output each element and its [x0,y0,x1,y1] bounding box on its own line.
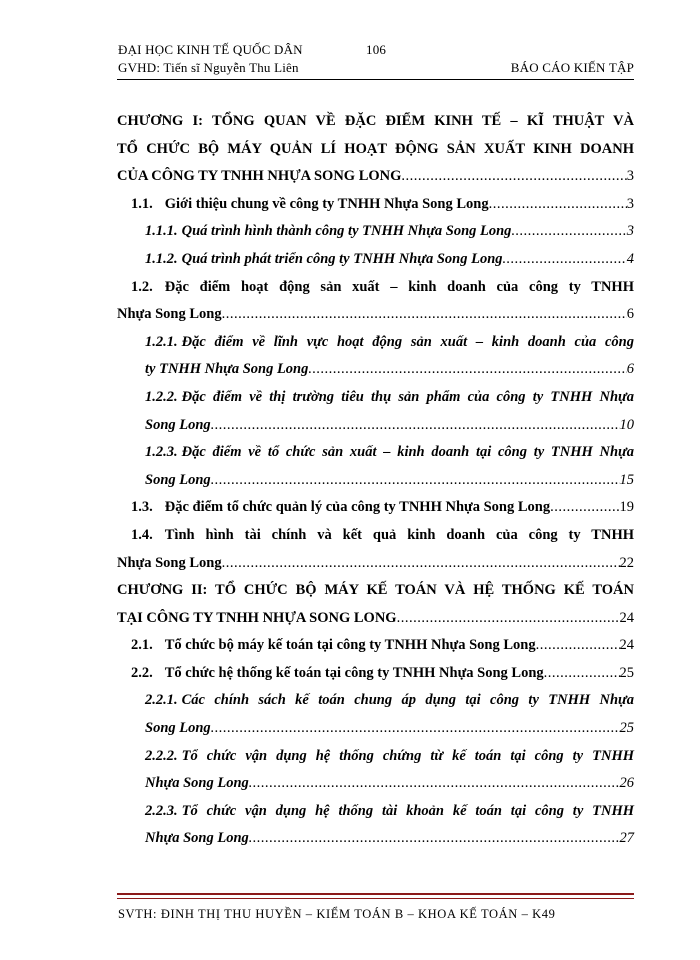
toc-page-number: 19 [619,499,634,516]
toc-dot-leader [550,494,619,522]
toc-entry-line [117,301,634,329]
toc-entry-line [117,660,634,688]
toc-page-number: 24 [619,637,634,654]
toc-entry-line [117,246,634,274]
toc-entry-text: Đặc điểm hoạt động sản xuất – kinh doanh của công ty TNHH [164,278,634,295]
toc-entry-line [117,550,634,578]
header-page-number: 106 [366,42,387,57]
toc-entry-text: Quá trình hình thành công ty TNHH Nhựa Song Long [181,223,512,240]
toc-entry-line [117,798,634,826]
toc-page-number: 25 [619,720,634,737]
toc-dot-leader [536,632,620,660]
toc-entry-text: Song Long [145,416,211,433]
toc-dot-leader [249,825,620,853]
toc-entry-line [117,412,634,440]
toc-entry-text: Quá trình phát triển công ty TNHH Nhựa Song Long [181,250,503,267]
toc-entry-text: Tổ chức vận dụng hệ thống chứng từ kế toán tại công ty TNHH [181,747,634,764]
toc-entry-number: 1.1. [131,195,153,212]
toc-dot-leader [211,412,620,440]
toc-entry-line [117,163,634,191]
toc-entry-text: CỦA CÔNG TY TNHH NHỰA SONG LONG [117,168,402,185]
toc-entry-line [117,108,634,136]
toc-page-number: 6 [626,306,634,323]
header-report-type: BÁO CÁO KIẾN TẬP [510,60,634,75]
toc-entry-line [117,770,634,798]
header-advisor: GVHD: Tiến sĩ Nguyễn Thu Liên [118,60,299,75]
toc-entry-number: 2.2.2. [145,747,178,764]
toc-entry-text: ty TNHH Nhựa Song Long [145,361,309,378]
toc-entry-line [117,356,634,384]
toc-dot-leader [511,218,626,246]
toc-entry-text: Tổ chức vận dụng hệ thống tài khoản kế toán tại công ty TNHH [181,802,634,819]
toc-dot-leader [211,467,620,495]
toc-entry-number: 2.2. [131,664,153,681]
toc-entry-line [117,715,634,743]
toc-dot-leader [308,356,626,384]
toc-entry-line [117,605,634,633]
toc-entry-text: Nhựa Song Long [117,306,222,323]
toc-entry-number: 1.2. [131,278,153,295]
toc-entry-text: Nhựa Song Long [145,830,249,847]
toc-page-number: 10 [619,416,634,433]
toc-entry-text: Giới thiệu chung về công ty TNHH Nhựa Song Long [164,195,489,212]
toc-dot-leader [503,246,627,274]
toc-page-number: 26 [619,775,634,792]
toc-page-number: 22 [619,554,634,571]
toc-entry-text: Tổ chức bộ máy kế toán tại công ty TNHH Nhựa Song Long [164,637,536,654]
toc-entry-number: 2.2.3. [145,802,178,819]
toc-page-number: 24 [619,609,634,626]
toc-entry-line [117,439,634,467]
toc-entry-line [117,384,634,412]
toc-entry-text: TỔ CHỨC BỘ MÁY QUẢN LÍ HOẠT ĐỘNG SẢN XUẤT KINH DOANH [117,140,634,157]
toc-entry-text: Đặc điểm tổ chức quản lý của công ty TNHH Nhựa Song Long [164,499,551,516]
toc-entry-text: Tổ chức hệ thống kế toán tại công ty TNHH Nhựa Song Long [164,664,544,681]
toc-entry-line [117,494,634,522]
toc-entry-number: 1.2.1. [145,333,178,350]
toc-page-number: 3 [626,195,634,212]
toc-entry-text: Song Long [145,471,211,488]
toc-entry-text: Đặc điểm về tổ chức sản xuất – kinh doanh tại công ty TNHH Nhựa [181,444,634,461]
toc-entry-number: 2.2.1. [145,692,178,709]
toc-entry-text: Nhựa Song Long [145,775,249,792]
toc-entry-number: 1.1.2. [145,250,178,267]
toc-entry-line [117,136,634,164]
toc-entry-text: Song Long [145,720,211,737]
toc-page-number: 27 [619,830,634,847]
toc-dot-leader [222,550,620,578]
toc-page-number: 6 [626,361,634,378]
toc-entry-number: 1.1.1. [145,223,178,240]
toc-entry-text: TẠI CÔNG TY TNHH NHỰA SONG LONG [117,609,397,626]
toc-entry-line [117,329,634,357]
footer-divider-thick [117,893,634,895]
toc-entry-line [117,743,634,771]
toc-entry-text: Các chính sách kế toán chung áp dụng tại công ty TNHH Nhựa [181,692,634,709]
toc-dot-leader [397,605,620,633]
toc-entry-number: 1.2.3. [145,444,178,461]
toc-dot-leader [489,191,627,219]
toc-entry-text: CHƯƠNG II: TỔ CHỨC BỘ MÁY KẾ TOÁN VÀ HỆ THỐNG KẾ TOÁN [117,582,634,599]
toc-entry-text: Đặc điểm về lĩnh vực hoạt động sản xuất – kinh doanh của công [181,333,634,350]
toc-page-number: 15 [619,471,634,488]
toc-dot-leader [544,660,620,688]
header-university: ĐẠI HỌC KINH TẾ QUỐC DÂN [118,42,303,57]
toc-page-number: 3 [626,168,634,185]
toc-entry-line [117,687,634,715]
footer-divider-thin [117,898,634,899]
toc-entry-line [117,274,634,302]
toc-entry-number: 1.2.2. [145,388,178,405]
toc-entry-text: CHƯƠNG I: TỔNG QUAN VỀ ĐẶC ĐIỂM KINH TẾ – KĨ THUẬT VÀ [117,113,634,129]
toc-entry-number: 1.4. [131,526,153,543]
toc-page-number: 25 [619,664,634,681]
toc-entry-line [117,632,634,660]
toc-entry-number: 2.1. [131,637,153,654]
toc-entry-line [117,522,634,550]
footer-text: SVTH: ĐINH THỊ THU HUYỀN – KIỂM TOÁN B – KHOA KẾ TOÁN – K49 [118,907,556,921]
toc-dot-leader [249,770,620,798]
header-divider [117,79,634,80]
table-of-contents [117,108,634,853]
toc-page-number: 3 [626,223,634,240]
toc-entry-line [117,825,634,853]
toc-entry-line [117,218,634,246]
toc-entry-number: 1.3. [131,499,153,516]
toc-dot-leader [211,715,620,743]
toc-entry-line [117,191,634,219]
toc-dot-leader [401,163,626,191]
toc-page-number: 4 [626,250,634,267]
toc-entry-line [117,577,634,605]
toc-entry-text: Đặc điểm về thị trường tiêu thụ sản phẩm của công ty TNHH Nhựa [181,388,634,405]
toc-entry-text: Nhựa Song Long [117,554,222,571]
toc-dot-leader [222,301,627,329]
toc-entry-line [117,467,634,495]
toc-entry-text: Tình hình tài chính và kết quả kinh doanh của công ty TNHH [164,526,634,543]
